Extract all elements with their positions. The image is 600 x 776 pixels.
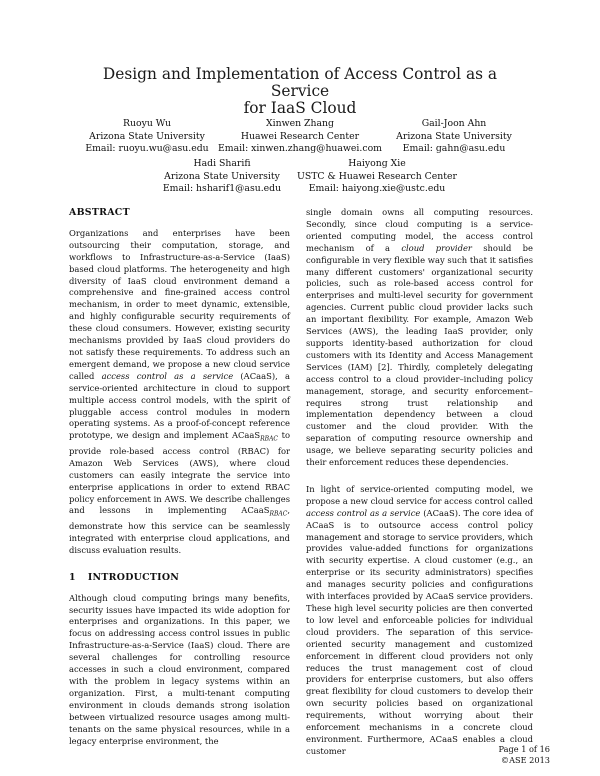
- body-paragraph: In light of service-oriented computing model, we propose a new cloud service for access control called access control as a service (ACaaS). The core idea of ACaaS is to outsource access control policy management and storage to service providers, which provides value-added functions for organizations with security expertise. A cloud customer (e.g., an enterprise or its security administrators) specifies and manages security policies and configurations with interfaces provided by ACaaS service providers. These high level security policies are then converted to low level and enforceable policies for individual cloud providers. The separation of this service-oriented security management and customized enforcement in different cloud providers not only reduces the trust management cost of cloud providers for enterprise customers, but also offers great flexibility for cloud customers to develop their own security policies based on organizational requirements, without worrying about their enforcement mechanisms in a concrete cloud environment. Furthermore, ACaaS enables a cloud customer: [306, 483, 534, 756]
- author-email: Email: hsharif1@asu.edu: [162, 183, 282, 195]
- copyright-notice: ©ASE 2013: [500, 754, 550, 765]
- title-line-2: for IaaS Cloud: [243, 99, 357, 117]
- author-affiliation: Arizona State University: [396, 130, 512, 142]
- paper-title: [80, 66, 520, 117]
- author-affiliation: Arizona State University: [164, 170, 280, 182]
- author-email: Email: haiyong.xie@ustc.edu: [308, 183, 446, 195]
- abstract-heading: ABSTRACT: [69, 207, 130, 218]
- author-block: [282, 158, 472, 196]
- abstract-text: Organizations and enterprises have been outsourcing their computation, storage, and workflows to Infrastructure-as-a-Service (IaaS) based cloud platforms. The heterogeneity and high diversity of IaaS cloud environment demand a comprehensive and fine-grained access control mechanism, in order to meet dynamic, extensible, and highly configurable security requirements of these cloud consumers. However, existing security mechanisms provided by IaaS cloud providers do not satisfy these requirements. To address such an emergent demand, we propose a new cloud service called access control as a service (ACaaS), a service-oriented architecture in cloud to support multiple access control models, with the spirit of pluggable access control modules in modern operating systems. As a proof-of-concept reference prototype, we design and implement ACaaS$_{RBAC}$ to provide role-based access control (RBAC) for Amazon Web Services (AWS), where cloud customers can easily integrate the service into enterprise applications in order to extend RBAC policy enforcement in AWS. We describe challenges and lessons in implementing ACaaS$_{RBAC}$, demonstrate how this service can be seamlessly integrated with enterprise cloud applications, and discuss evaluation results.: [69, 227, 290, 555]
- title-line-1: Design and Implementation of Access Control as a Service: [102, 65, 498, 100]
- author-name: Ruoyu Wu: [123, 118, 171, 129]
- author-affiliation: USTC & Huawei Research Center: [297, 170, 457, 182]
- author-name: Gail-Joon Ahn: [421, 118, 487, 129]
- author-email: Email: ruoyu.wu@asu.edu: [85, 143, 209, 155]
- body-paragraph: single domain owns all computing resources. Secondly, since cloud computing is a service-oriented computing model, the access control mechanism of a cloud provider should be configurable in very flexible way such that it satisfies many different customers' organizational security policies, such as role-based access control for enterprises and multi-level security for government agencies. Current public cloud provider lacks such an important flexibility. For example, Amazon Web Services (AWS), the leading IaaS provider, only supports identity-based authorization for cloud customers with its Identity and Access Management Services (IAM) [2]. Thirdly, completely delegating access control to a cloud provider–including policy management, storage, and security enforcement–requires strong trust relationship and implementation dependency between a cloud customer and the cloud provider. With the separation of computing resource ownership and usage, we believe separating security policies and their enforcement reduces these dependencies.: [306, 207, 533, 468]
- introduction-heading: 1 INTRODUCTION: [69, 571, 180, 583]
- left-column: [69, 207, 290, 747]
- author-email: Email: xinwen.zhang@huawei.com: [218, 143, 382, 155]
- author-affiliation: Arizona State University: [89, 130, 205, 142]
- author-email: Email: gahn@asu.edu: [402, 143, 506, 155]
- page-footer: [470, 744, 550, 765]
- page-number: Page 1 of 16: [498, 744, 550, 754]
- introduction-text: Although cloud computing brings many benefits, security issues have impacted its wide adoption for enterprises and organizations. In this paper, we focus on addressing access control issues in public Infrastructure-as-a-Service (IaaS) cloud. There are several challenges for controlling resource accesses in such a cloud environment, compared with the problem in legacy systems within an organization. First, a multi-tenant computing environment in clouds demands strong isolation between virtualized resource usages among multi-tenants on the same physical resources, while in a legacy enterprise environment, the: [69, 592, 290, 746]
- author-block: [359, 118, 549, 156]
- author-name: Haiyong Xie: [348, 158, 406, 169]
- author-name: Xinwen Zhang: [266, 118, 334, 129]
- right-column: [306, 207, 533, 758]
- author-affiliation: Huawei Research Center: [240, 130, 360, 142]
- author-name: Hadi Sharifi: [193, 158, 251, 169]
